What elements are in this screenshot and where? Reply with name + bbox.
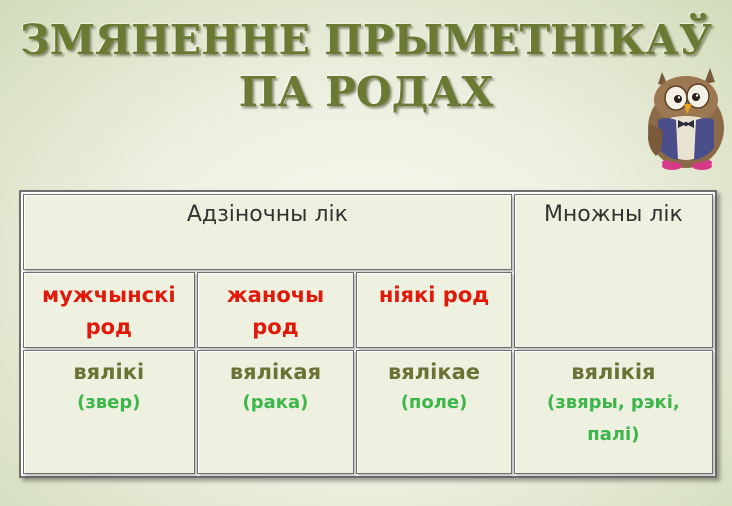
form-masculine xyxy=(23,350,195,474)
form-neuter-example: (поле) xyxy=(400,392,468,413)
gender-masculine xyxy=(23,272,195,348)
form-masculine-example: (звер) xyxy=(77,392,141,413)
singular-header xyxy=(23,194,512,270)
page-title xyxy=(0,14,732,118)
owl-icon xyxy=(640,60,730,178)
form-neuter-word: вялікае xyxy=(388,360,481,384)
plural-header xyxy=(514,194,713,348)
title-line-2: ПА РОДАХ xyxy=(238,68,494,116)
gender-neuter xyxy=(356,272,511,348)
form-feminine-word: вялікая xyxy=(229,360,322,384)
form-neuter xyxy=(356,350,511,474)
plural-header-label: Множны лік xyxy=(543,202,683,227)
form-masculine-word: вялікі xyxy=(73,360,145,384)
form-plural-example: (звяры, рэкі, палі) xyxy=(547,392,680,445)
gender-masculine-label: мужчынскі род xyxy=(42,283,176,339)
gender-feminine xyxy=(197,272,355,348)
gender-feminine-label: жаночы род xyxy=(226,283,325,339)
form-feminine-example: (рака) xyxy=(242,392,309,413)
form-feminine xyxy=(197,350,355,474)
form-plural xyxy=(514,350,713,474)
title-line-1: ЗМЯНЕННЕ ПРЫМЕТНІКАЎ xyxy=(20,16,712,64)
adjective-gender-table xyxy=(19,190,717,478)
gender-neuter-label: ніякі род xyxy=(378,283,490,307)
singular-header-label: Адзіночны лік xyxy=(186,202,348,227)
form-plural-word: вялікія xyxy=(571,360,656,384)
